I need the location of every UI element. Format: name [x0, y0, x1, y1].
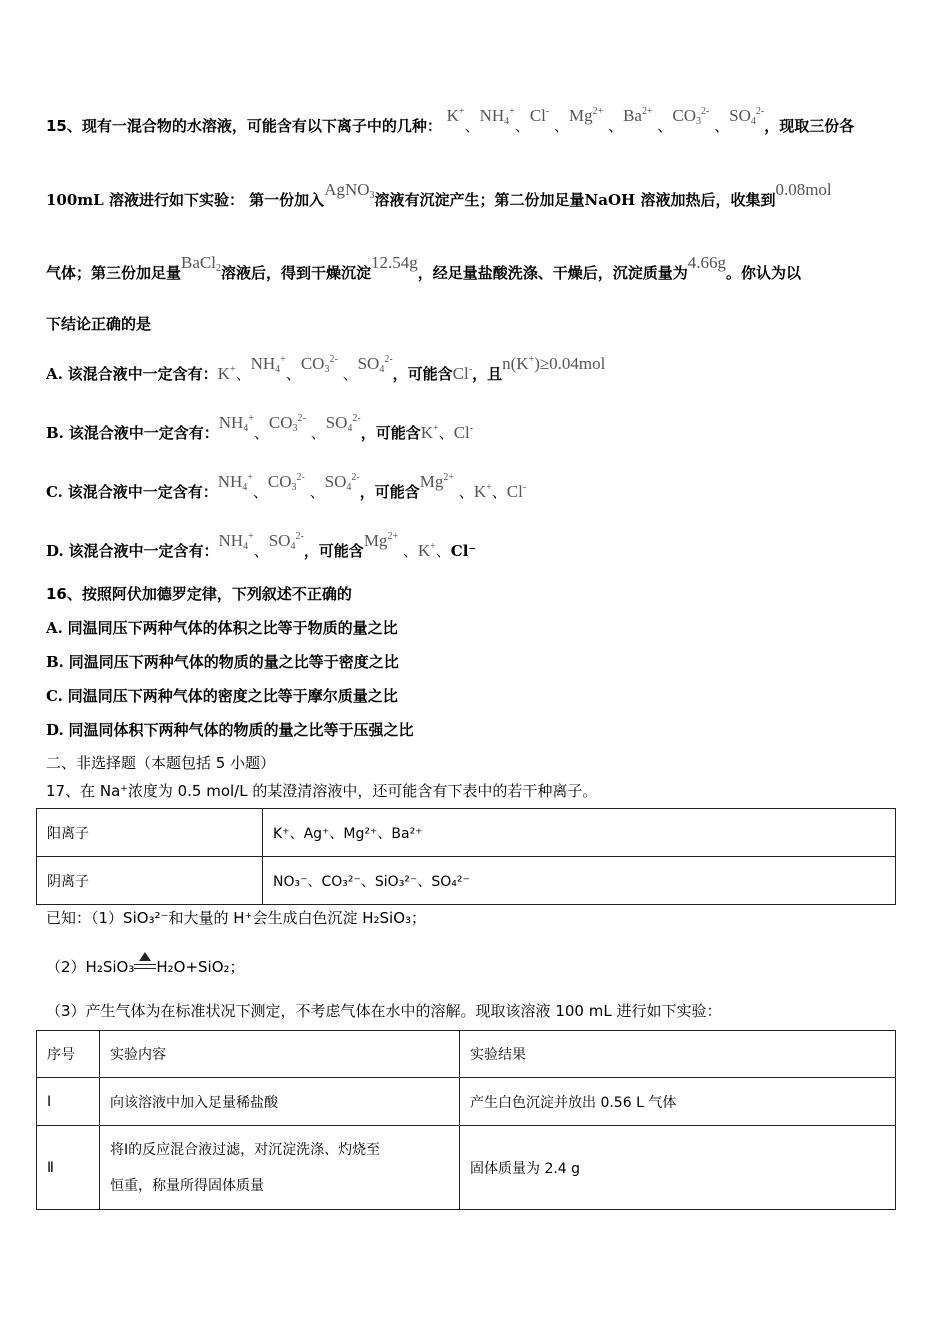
- q15-text: 溶液加热后，收集到: [635, 191, 776, 209]
- option-label: A.: [46, 365, 63, 383]
- q16-option-d[interactable]: [46, 720, 414, 740]
- row-result: 产生白色沉淀并放出 0.56 L 气体: [460, 1078, 896, 1126]
- row-content: 向该溶液中加入足量稀盐酸: [100, 1078, 460, 1126]
- row-result: 固体质量为 2.4 g: [460, 1126, 896, 1210]
- known-2: [46, 952, 245, 977]
- q16-stem-text: 16、按照阿伏加德罗定律，下列叙述不正确的: [46, 585, 352, 603]
- table-header-row: [37, 1031, 896, 1078]
- option-text: 该混合液中一定含有：: [67, 483, 218, 501]
- q15-text: 溶液进行如下实验： 第一份加入: [103, 191, 325, 209]
- table-cell-cations: K⁺、Ag⁺、Mg²⁺、Ba²⁺: [263, 809, 896, 857]
- heat-equilibrium-icon: [134, 952, 156, 974]
- row-no: Ⅰ: [37, 1078, 100, 1126]
- table-cell-anions: NO₃⁻、CO₃²⁻、SiO₃²⁻、SO₄²⁻: [263, 857, 896, 905]
- ion-nh4: $NH_4^+$: [479, 106, 515, 127]
- option-text: 该混合液中一定含有：: [68, 542, 219, 560]
- option-label: B.: [46, 424, 64, 442]
- option-label: B.: [46, 653, 64, 671]
- header-no: 序号: [37, 1031, 100, 1078]
- table-row: [37, 1078, 896, 1126]
- q15-text: 溶液后，得到干燥沉淀: [220, 264, 371, 282]
- option-text: ，可能含: [359, 483, 420, 501]
- q16-option-c[interactable]: [46, 686, 398, 706]
- q15-text: 。你认为以: [726, 264, 802, 282]
- q15-text: 溶液有沉淀产生；第二份加足量: [374, 191, 585, 209]
- q17-stem-text: 17、在 Na: [46, 782, 121, 800]
- header-result: 实验结果: [460, 1031, 896, 1078]
- option-text: 同温同压下两种气体的物质的量之比等于密度之比: [68, 653, 399, 671]
- q15-line3: [46, 253, 802, 289]
- q16-stem: [46, 584, 352, 604]
- row-no: Ⅱ: [37, 1126, 100, 1210]
- q15-stem-2: ，现取三份各: [764, 117, 855, 135]
- q15-line2: [46, 180, 832, 216]
- known-1: 已知：（1）SiO₃²⁻和大量的 H⁺会生成白色沉淀 H₂SiO₃；: [46, 909, 427, 927]
- volume: 100mL: [46, 191, 104, 209]
- option-text: ，可能含: [392, 365, 453, 383]
- q17-stem: [46, 779, 597, 801]
- option-text: ，且: [472, 365, 503, 383]
- option-text: 同温同压下两种气体的密度之比等于摩尔质量之比: [67, 687, 398, 705]
- q15-number: 15、: [46, 117, 82, 135]
- table-header-cation: 阳离子: [37, 809, 263, 857]
- bacl2-formula: BaCl$_2$: [181, 253, 221, 274]
- reaction-reactant: （2）H₂SiO₃: [46, 958, 135, 976]
- option-text: ，可能含: [360, 424, 421, 442]
- q15-option-b[interactable]: B. 该混合液中一定含有：$NH_4^+$、$CO_3^{2-}$ 、$SO_4^{2-}$，可能含K+、Cl-: [46, 413, 474, 442]
- option-text: 同温同体积下两种气体的物质的量之比等于压强之比: [68, 721, 414, 739]
- q15-option-c[interactable]: C. 该混合液中一定含有：$NH_4^+$、$CO_3^{2-}$ 、$SO_4^{2-}$，可能含$Mg^{2+}$ 、K+、Cl-: [46, 472, 527, 501]
- option-label: D.: [46, 542, 64, 560]
- q15-option-d[interactable]: D. 该混合液中一定含有：$NH_4^+$、$SO_4^{2-}$，可能含$Mg^{2+}$ 、K+、Cl⁻: [46, 531, 477, 560]
- gas-amount: 0.08mol: [775, 180, 832, 199]
- option-label: A.: [46, 619, 63, 637]
- option-text: 该混合液中一定含有：: [67, 365, 218, 383]
- q16-option-a[interactable]: [46, 618, 398, 638]
- option-text: 该混合液中一定含有：: [68, 424, 219, 442]
- ion-ba: $Ba^{2+}$: [623, 106, 653, 125]
- q15-option-a[interactable]: A. 该混合液中一定含有：K+、$NH_4^+$、$CO_3^{2-}$ 、$SO_4^{2-}$，可能含Cl-，且n(K+)≥0.04mol: [46, 354, 606, 383]
- q15-text: ，经足量盐酸洗涤、干燥后，沉淀质量为: [417, 264, 688, 282]
- q15-line1: 15、现有一混合物的水溶液，可能含有以下离子中的几种： K+、$NH_4^+$、Cl- 、$Mg^{2+}$ 、$Ba^{2+}$ 、$CO_3^{2-}$ 、$SO_4^{2-}$，现取三份各: [46, 106, 855, 135]
- agno3-formula: AgNO$_3$: [324, 180, 375, 201]
- table-row: [37, 1126, 896, 1210]
- q15-text: 气体；第三份加足量: [46, 264, 182, 282]
- option-label: C.: [46, 483, 63, 501]
- section-title: 二、非选择题（本题包括 5 小题）: [46, 754, 276, 772]
- row-content-line-1: 将Ⅰ的反应混合液过滤，对沉淀洗涤、灼烧至: [110, 1141, 381, 1158]
- reaction-products: H₂O+SiO₂；: [156, 958, 245, 976]
- table-header-anion: 阴离子: [37, 857, 263, 905]
- table-row: [37, 857, 896, 905]
- q15-stem-1: 现有一混合物的水溶液，可能含有以下离子中的几种：: [81, 117, 442, 135]
- ion-table: [36, 808, 896, 905]
- q16-option-b[interactable]: [46, 652, 399, 672]
- header-content: 实验内容: [100, 1031, 460, 1078]
- q17-charge: +: [120, 784, 128, 794]
- ion-co3: $CO_3^{2-}$: [672, 106, 710, 127]
- known-3: （3）产生气体为在标准状况下测定，不考虑气体在水中的溶解。现取该溶液 100 mL 进行如下实验：: [46, 1002, 722, 1020]
- experiment-table: [36, 1030, 896, 1210]
- ion-mg: $Mg^{2+}$: [569, 106, 604, 125]
- option-text: ，可能含: [303, 542, 364, 560]
- mass-2: 4.66g: [687, 253, 726, 272]
- q15-line4: [46, 314, 151, 334]
- mass-1: 12.54g: [370, 253, 418, 272]
- ion-cl: Cl-: [529, 106, 550, 125]
- option-label: D.: [46, 721, 64, 739]
- table-row: [37, 809, 896, 857]
- row-content: [100, 1126, 460, 1210]
- ion-so4: $SO_4^{2-}$: [729, 106, 765, 127]
- naoh-formula: NaOH: [584, 191, 636, 209]
- q17-stem-text: 浓度为 0.5 mol/L 的某澄清溶液中，还可能含有下表中的若干种离子。: [127, 782, 598, 800]
- ion-k: K+: [446, 106, 465, 125]
- q15-text: 下结论正确的是: [46, 315, 152, 333]
- row-content-line-2: 恒重，称量所得固体质量: [110, 1177, 264, 1194]
- k-amount-condition: n(K+)≥0.04mol: [502, 354, 606, 373]
- option-text: 同温同压下两种气体的体积之比等于物质的量之比: [67, 619, 398, 637]
- option-label: C.: [46, 687, 63, 705]
